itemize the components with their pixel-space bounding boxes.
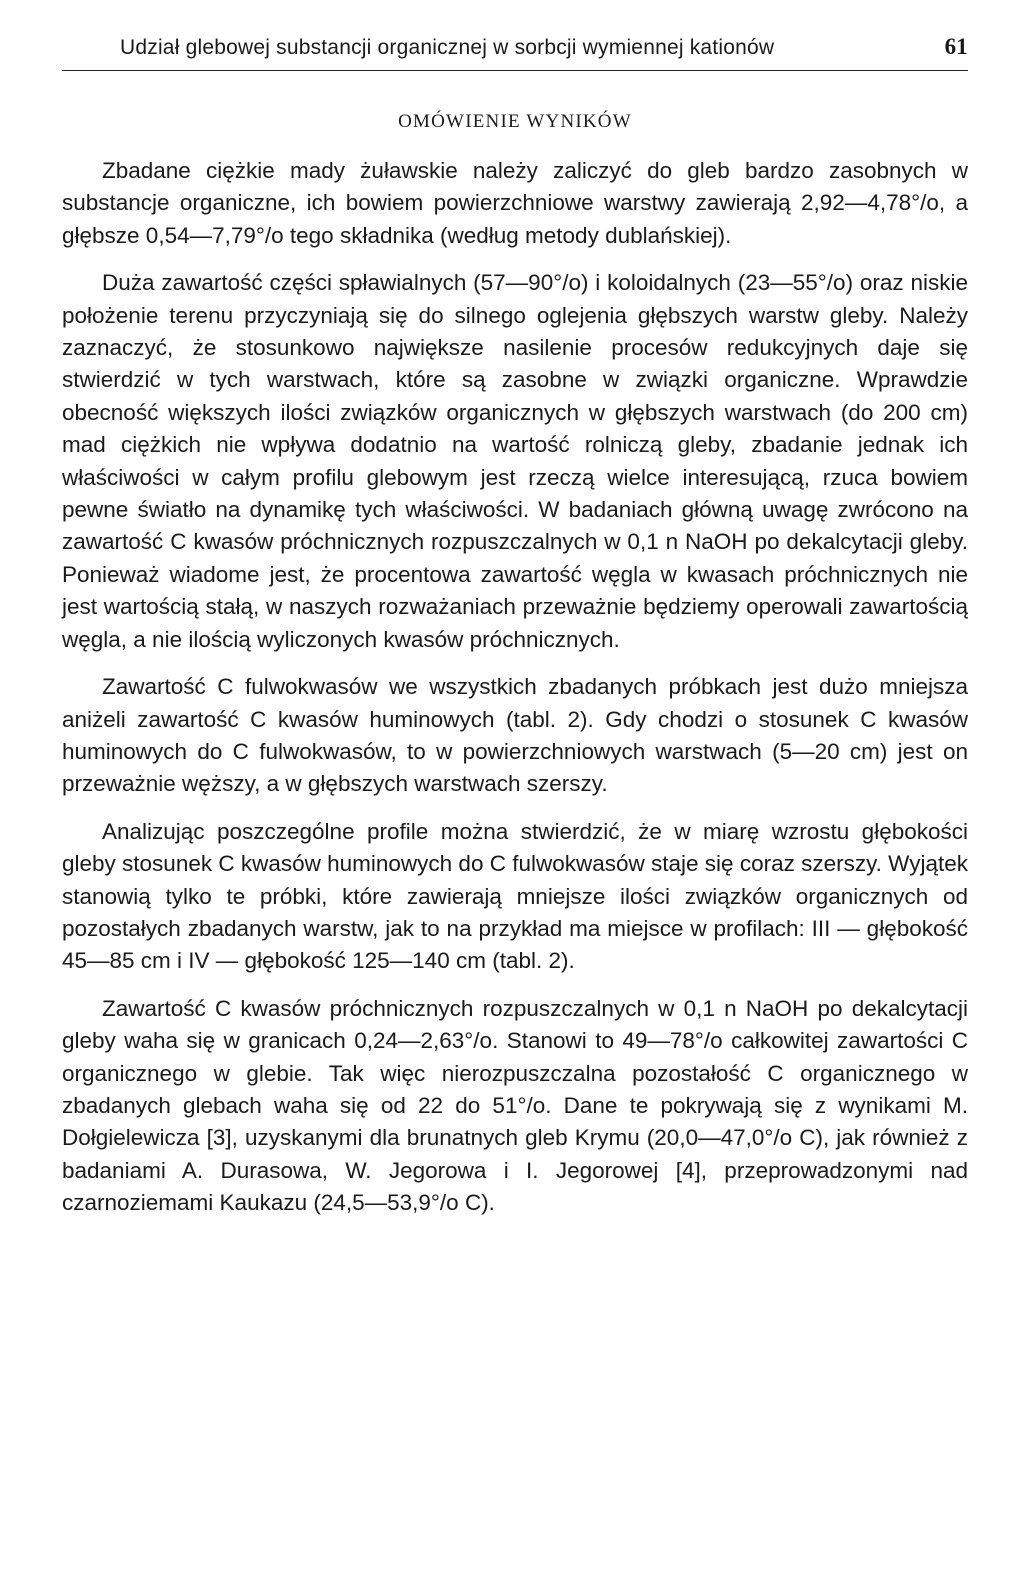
section-heading: OMÓWIENIE WYNIKÓW <box>398 111 632 132</box>
paragraph-2: Duża zawartość części spławialnych (57—90°/o) i koloidalnych (23—55°/o) oraz niskie położenie terenu przyczyniają się do silnego oglejenia głębszych warstw gleby. Należy zaznaczyć, że stosunkowo największe nasilenie procesów redukcyjnych daje się stwierdzić w tych warstwach, które są zasobne w związki organiczne. Wprawdzie obecność większych ilości związków organicznych w głębszych warstwach (do 200 cm) mad ciężkich nie wpływa dodatnio na wartość rolniczą gleby, zbadanie jednak ich właściwości w całym profilu glebowym jest rzeczą wielce interesującą, rzuca bowiem pewne światło na dynamikę tych właściwości. W badaniach główną uwagę zwrócono na zawartość C kwasów próchnicznych rozpuszczalnych w 0,1 n NaOH po dekalcytacji gleby. Ponieważ wiadome jest, że procentowa zawartość węgla w kwasach próchnicznych nie jest wartością stałą, w naszych rozważaniach przeważnie będziemy operowali zawartością węgla, a nie ilością wyliczonych kwasów próchnicznych. <box>62 270 968 652</box>
running-header <box>62 34 968 71</box>
paragraph-1: Zbadane ciężkie mady żuławskie należy zaliczyć do gleb bardzo zasobnych w substancje organiczne, ich bowiem powierzchniowe warstwy zawierają 2,92—4,78°/o, a głębsze 0,54—7,79°/o tego składnika (według metody dublańskiej). <box>62 158 968 248</box>
page <box>62 34 968 1220</box>
paragraph-3: Zawartość C fulwokwasów we wszystkich zbadanych próbkach jest dużo mniejsza aniżeli zawartość C kwasów huminowych (tabl. 2). Gdy chodzi o stosunek C kwasów huminowych do C fulwokwasów, to w powierzchniowych warstwach (5—20 cm) jest on przeważnie węższy, a w głębszych warstwach szerszy. <box>62 674 968 797</box>
page-number: 61 <box>944 34 968 59</box>
paragraph-4: Analizując poszczególne profile można stwierdzić, że w miarę wzrostu głębokości gleby stosunek C kwasów huminowych do C fulwokwasów staje się coraz szerszy. Wyjątek stanowią tylko te próbki, które zawierają mniejsze ilości związków organicznych od pozostałych zbadanych warstw, jak to na przykład ma miejsce w profilach: III — głębokość 45—85 cm i IV — głębokość 125—140 cm (tabl. 2). <box>62 818 968 974</box>
running-title: Udział glebowej substancji organicznej w sorbcji wymiennej kationów <box>120 36 775 59</box>
paragraph-5: Zawartość C kwasów próchnicznych rozpuszczalnych w 0,1 n NaOH po dekalcytacji gleby waha się w granicach 0,24—2,63°/o. Stanowi to 49—78°/o całkowitej zawartości C organicznego w glebie. Tak więc nierozpuszczalna pozostałość C organicznego w zbadanych glebach waha się od 22 do 51°/o. Dane te pokrywają się z wynikami M. Dołgielewicza [3], uzyskanymi dla brunatnych gleb Krymu (20,0—47,0°/o C), jak również z badaniami A. Durasowa, W. Jegorowa i I. Jegorowej [4], przeprowadzonymi nad czarnoziemami Kaukazu (24,5—53,9°/o C). <box>62 995 968 1216</box>
